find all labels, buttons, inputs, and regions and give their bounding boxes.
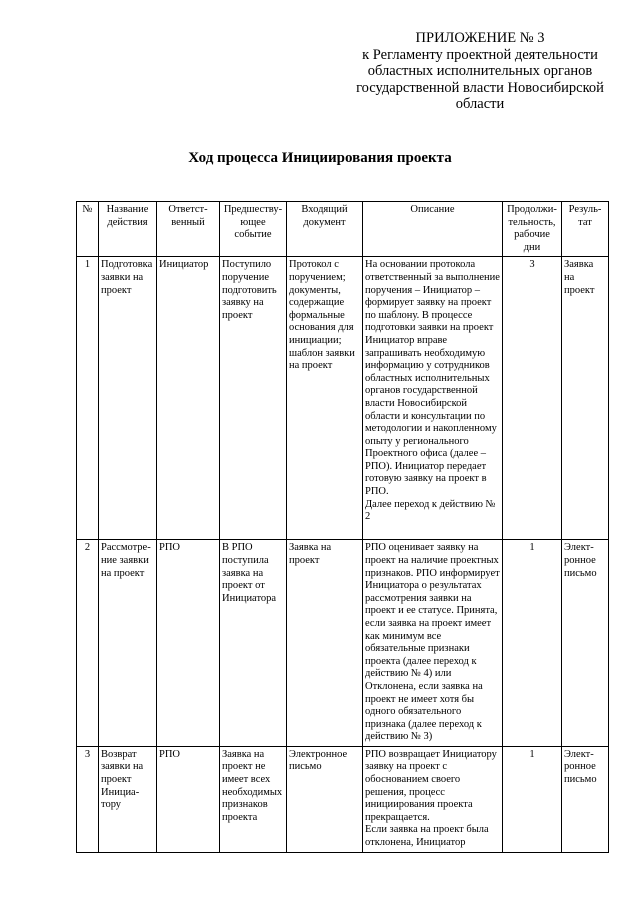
header-duration: Продолжи-тельность, рабочие дни xyxy=(503,202,562,257)
table-header-row xyxy=(77,202,609,257)
row-description xyxy=(363,257,503,540)
row-description xyxy=(363,746,503,852)
header-input-doc: Входящий документ xyxy=(287,202,363,257)
description-paragraph: На основании протокола ответственный за выполнение поручения – Инициатор – формирует заявку на проект по шаблону. В процессе подготовки заявки на проект Инициатор вправе запрашивать необходимую информацию у сотрудников областных исполнительных органов государственной власти Новосибирской области и консультации по методологии и накопленному опыту у регионального Проектного офиса (далее – РПО). Инициатор передает готовую заявку на проект в РПО. xyxy=(365,259,500,498)
table-row xyxy=(77,540,609,747)
row-result: Заявка на проект xyxy=(562,257,609,540)
row-prev-event: В РПО поступила заявка на проект от Инициатора xyxy=(220,540,287,747)
row-duration: 1 xyxy=(503,746,562,852)
header-responsible: Ответст-венный xyxy=(157,202,220,257)
row-input-doc: Протокол с поручением; документы, содержащие формальные основания для инициации; шаблон заявки на проект xyxy=(287,257,363,540)
row-description xyxy=(363,540,503,747)
appendix-line-3: областных исполнительных органов xyxy=(367,63,593,80)
table-row xyxy=(77,746,609,852)
row-name: Рассмотре-ние заявки на проект xyxy=(99,540,157,747)
description-paragraph: Если заявка на проект была отклонена, Инициатор xyxy=(365,824,489,849)
header-result: Резуль-тат xyxy=(562,202,609,257)
appendix-line-5: области xyxy=(455,96,505,113)
row-result: Элект-ронное письмо xyxy=(562,746,609,852)
header-description: Описание xyxy=(363,202,503,257)
row-prev-event: Поступило поручение подготовить заявку на проект xyxy=(220,257,287,540)
row-duration: 1 xyxy=(503,540,562,747)
row-name: Возврат заявки на проект Инициа-тору xyxy=(99,746,157,852)
row-responsible: РПО xyxy=(157,540,220,747)
appendix-number: ПРИЛОЖЕНИЕ № 3 xyxy=(415,30,545,46)
description-paragraph: РПО возвращает Инициатору заявку на проект с обоснованием своего решения, процесс инициирования проекта прекращается. xyxy=(365,748,497,823)
header-num: № xyxy=(77,202,99,257)
header-name: Название действия xyxy=(99,202,157,257)
appendix-line-2: к Регламенту проектной деятельности xyxy=(362,46,598,63)
row-responsible: Инициатор xyxy=(157,257,220,540)
table-row xyxy=(77,257,609,540)
appendix-header xyxy=(330,30,630,113)
row-prev-event: Заявка на проект не имеет всех необходимых признаков проекта xyxy=(220,746,287,852)
row-num: 3 xyxy=(77,746,99,852)
row-responsible: РПО xyxy=(157,746,220,852)
description-paragraph: Далее переход к действию № 2 xyxy=(365,498,496,523)
document-title: Ход процесса Инициирования проекта xyxy=(188,150,452,166)
process-table xyxy=(76,201,609,853)
header-prev-event: Предшеству-ющее событие xyxy=(220,202,287,257)
row-num: 1 xyxy=(77,257,99,540)
description-paragraph: РПО оценивает заявку на проект на наличие проектных признаков. РПО информирует Инициатора о результатах рассмотрения заявки на проект и ее статусе. Принята, если заявка на проект имеет как минимум все обязательные признаки проекта (далее переход к действию № 4) или Отклонена, если заявка на проект не имеет хотя бы одного обязательного признака (далее переход к действию № 3) xyxy=(365,542,500,743)
row-result: Элект-ронное письмо xyxy=(562,540,609,747)
appendix-line-4: государственной власти Новосибирской xyxy=(356,79,604,96)
row-duration: 3 xyxy=(503,257,562,540)
row-input-doc: Заявка на проект xyxy=(287,540,363,747)
row-name: Подготовка заявки на проект xyxy=(99,257,157,540)
row-num: 2 xyxy=(77,540,99,747)
row-input-doc: Электронное письмо xyxy=(287,746,363,852)
